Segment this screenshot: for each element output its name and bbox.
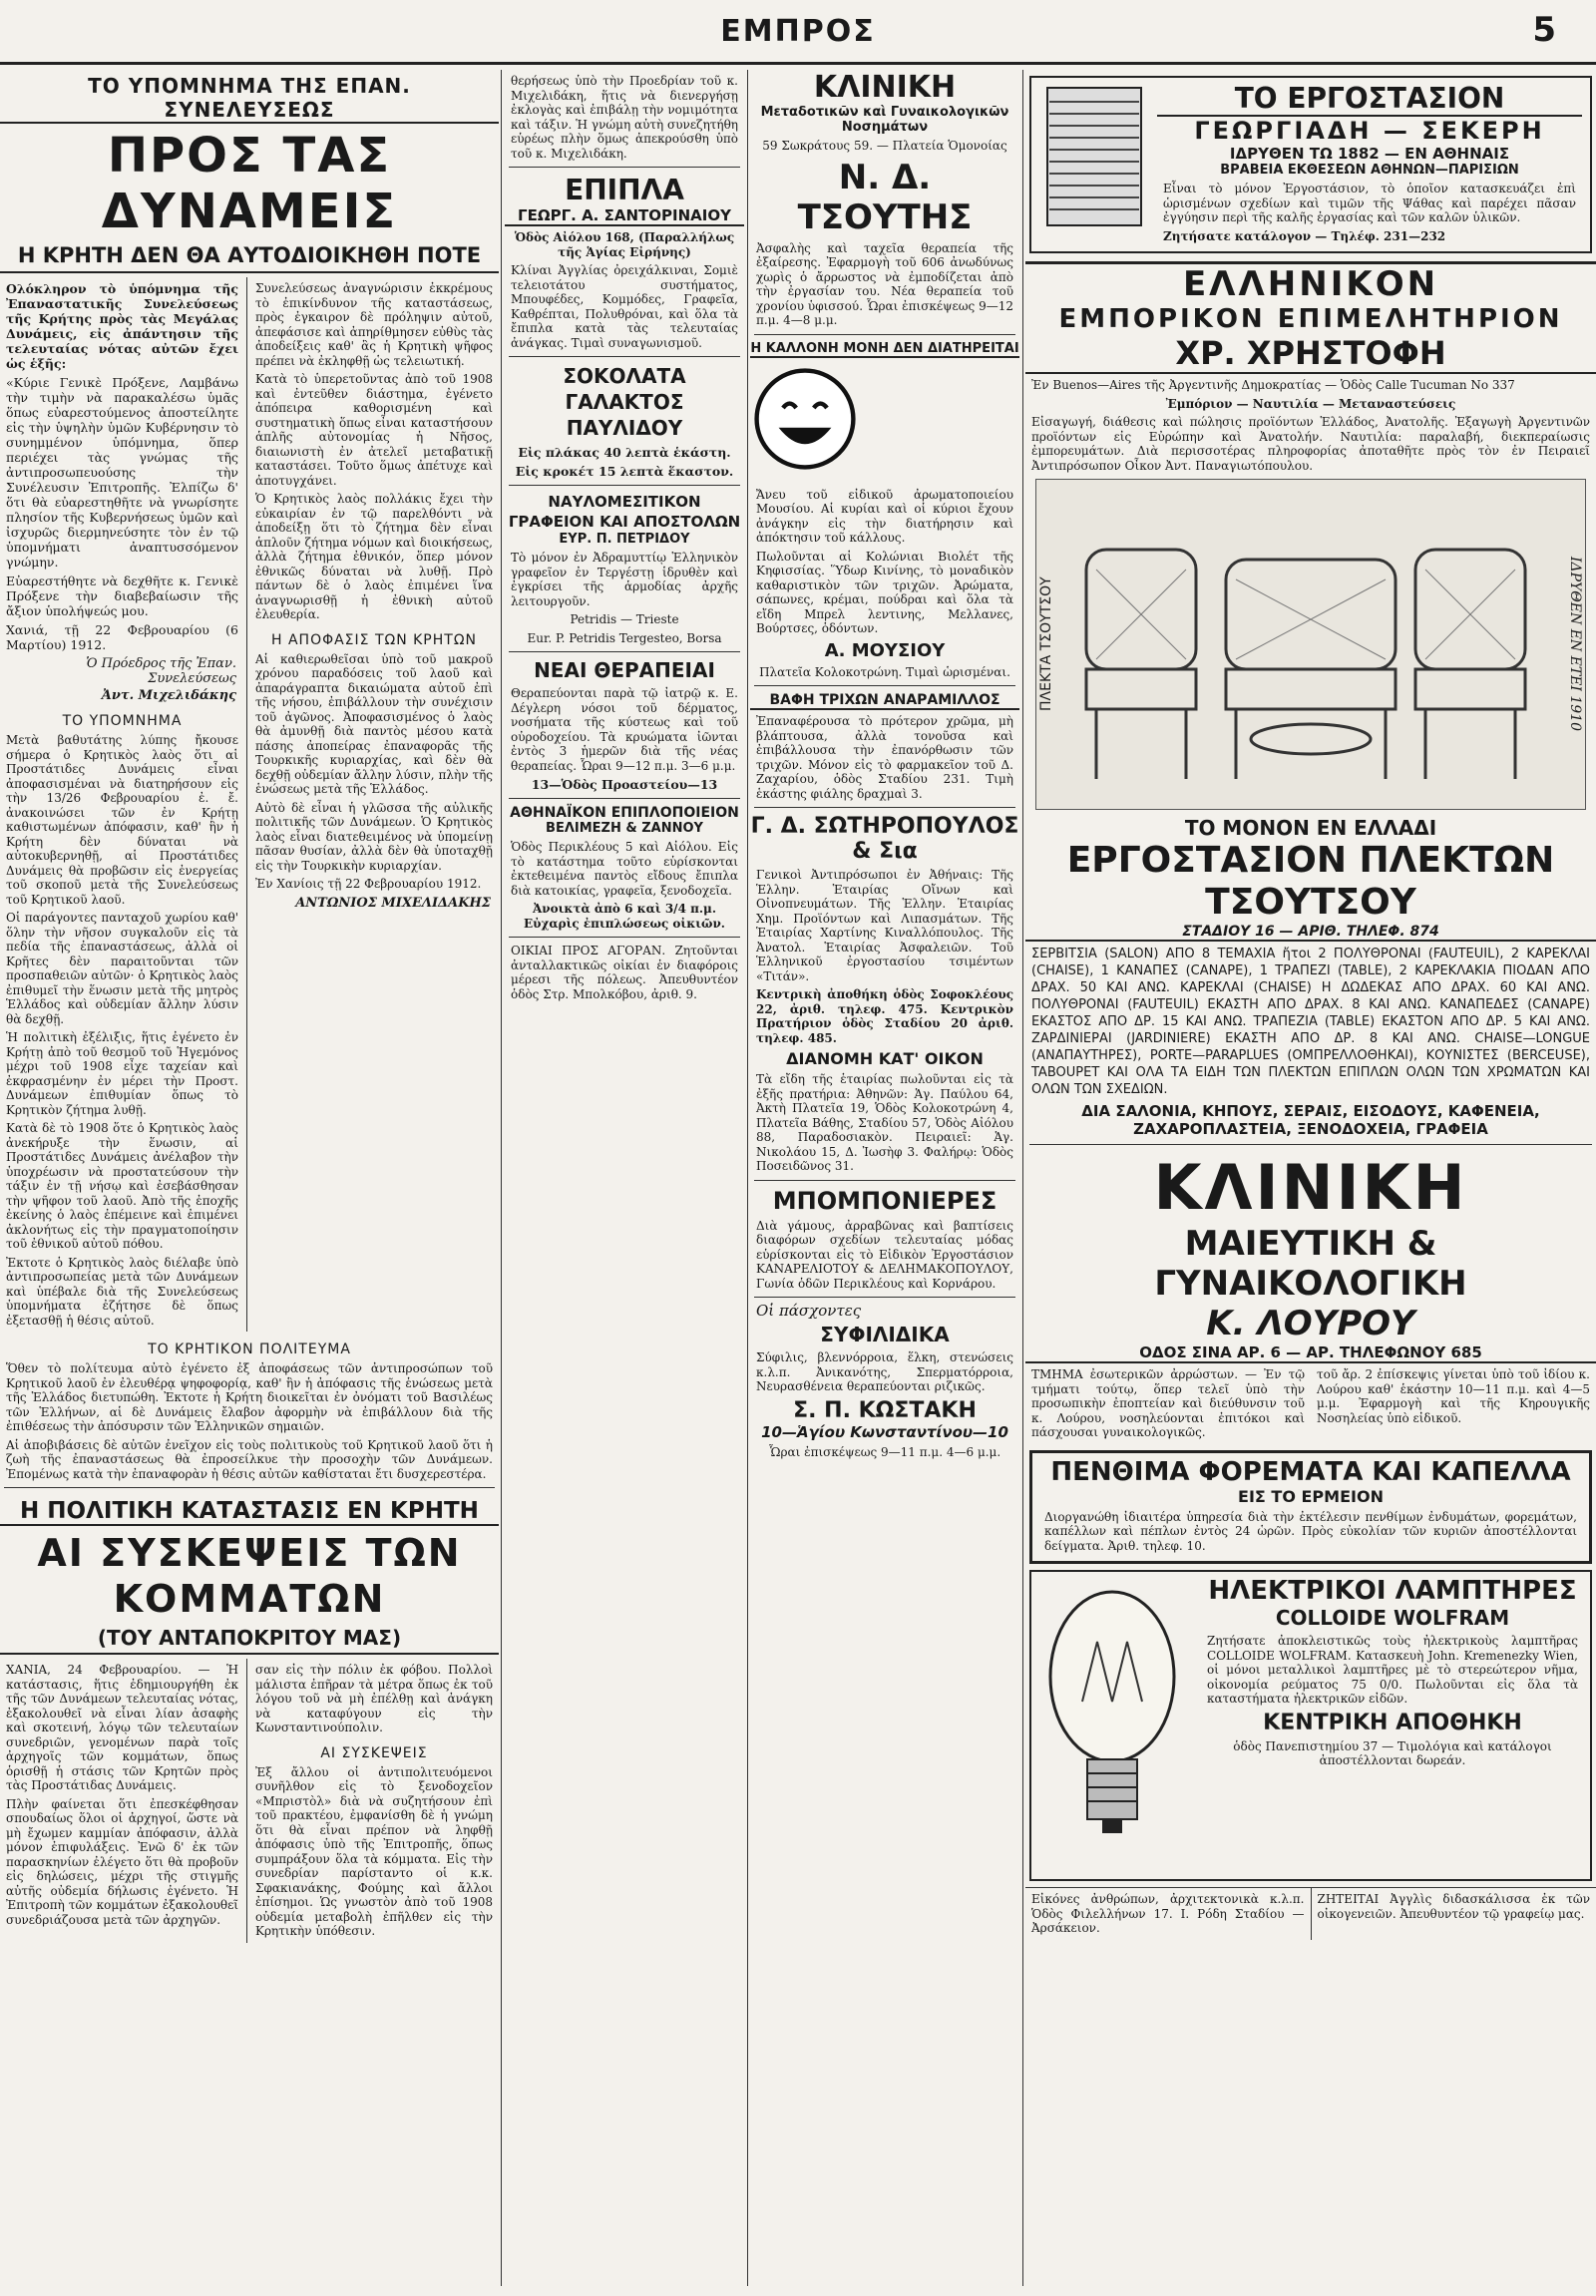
ad-chamber-address: Ἐν Buenos—Aires τῆς Ἀργεντινῆς Δημοκρατίας — Ὁδὸς Calle Tucuman No 337 (1031, 378, 1515, 392)
section-heading: ΤΟ ΚΡΗΤΙΚΟΝ ΠΟΛΙΤΕΥΜΑ (148, 1341, 351, 1357)
article-paragraph: Ὅθεν τὸ πολίτευμα αὐτὸ ἐγένετο ἐξ ἀποφάσεως τῶν ἀντιπροσώπων τοῦ Κρητικοῦ λαοῦ ἐν ἐλευθέρᾳ ψηφοφορίᾳ, καθ' ἣν ἡ ἀπόφασις τῆς ἑνώσεως μετὰ τῆς Ἑλλάδος διετυπώθη. Ἐκτοτε ἡ Κρήτη διοικεῖται ἐν ὀνόματι τοῦ Βασιλέως τῶν Ἑλλήνων, αἱ δὲ Δυνάμεις ἔλαβον ἀφορμὴν νὰ ἐπιβάλλουν διὰ τῆς ἐπιθέσεως τὴν ἀπόσυρσιν τῶν Ἑλληνικῶν σημαιῶν. (6, 1361, 493, 1433)
divider (754, 807, 1015, 808)
ad-chocolate-price: Εἰς πλάκας 40 λεπτὰ ἑκάστη. (518, 445, 731, 460)
ad-maternity-title: ΚΛΙΝΙΚΗ (1153, 1151, 1468, 1224)
signature-name: Ἀντ. Μιχελιδάκης (101, 688, 236, 703)
divider (754, 1180, 1015, 1181)
divider (754, 685, 1015, 686)
ad-therapies-text: Θεραπεύονται παρὰ τῷ ἰατρῷ κ. Ε. Δέγλερη νόσοι τοῦ δέρματος, νοσήματα τῆς κύστεως καὶ τοῦ οὐροδοχείου. Τὰ κρυώματα ἰῶνται ἐντὸς 3 ἡμερῶν διὰ τῆς νέας θεραπείας. Ὧραι 9—12 π.μ. 3—6 μ.μ. (511, 686, 738, 773)
ad-epipla-name: ΓΕΩΡΓ. Α. ΣΑΝΤΟΡΙΝΑΙΟΥ (505, 206, 744, 226)
ad-wicker-title: ΕΡΓΟΣΤΑΣΙΟΝ ΠΛΕΚΤΩΝ ΤΣΟΥΤΣΟΥ (1066, 840, 1555, 923)
ad-beauty-text: Πωλοῦνται αἱ Κολώνιαι Βιολέτ τῆς Κηφισσίας. Ὕδωρ Κινίνης, τὸ μοναδικὸν καθαριστικὸν τῶν τριχῶν. Ἀρώματα, σάπωνες, κρέμαι, πούδραι καὶ ὅλα τὰ εἴδη Μπρελ λεντινης, Μελλανες, Βούρτσες, ὁδόντων. (756, 549, 1013, 635)
column-1 (0, 70, 499, 2286)
ad-wicker-address: ΣΤΑΔΙΟΥ 16 — ΑΡΙΘ. ΤΗΛΕΦ. 874 (1025, 924, 1596, 942)
ad-lamp-store: ΚΕΝΤΡΙΚΗ ΑΠΟΘΗΚΗ (1263, 1710, 1522, 1735)
ad-epipla-text: Κλίναι Ἀγγλίας ὀρειχάλκιναι, Σομιὲ τελειοτάτου συστήματος, Μπουφέδες, Κομμόδες, Γραφεῖα, Καθρέπται, Πολυθρόναι, καὶ ὅλα τὰ ἔπιπλα κατὰ τὰς τελευταίας ἀνάγκας. Τιμαὶ συναγωνισμοῦ. (511, 263, 738, 350)
ad-bonbonniere-text: Διὰ γάμους, ἀρραβῶνας καὶ βαπτίσεις διαφόρων σχεδίων τελευταίας μόδας εὑρίσκονται εἰς τὸ Εἰδικὸν Ἐργοστάσιον ΚΑΝΑΡΕΛΙΟΤΟΥ & ΔΕΛΗΜΑΚΟΠΟΥΛΟΥ, Γωνία ὁδῶν Περικλέους καὶ Κορνάρου. (756, 1218, 1013, 1291)
ad-factory-text: Εἶναι τὸ μόνον Ἐργοστάσιον, τὸ ὁποῖον κατασκευάζει ἐπὶ ὡρισμένων σχεδίων καὶ τιμῶν τῆς Ψάθας καὶ παρέχει πᾶσαν ἐγγύησιν περὶ τῆς καλῆς ἐργασίας καὶ τῶν καλῶν ὑλικῶν. (1163, 182, 1576, 224)
ad-mourning-text: Διοργανώθη ἰδιαιτέρα ὑπηρεσία διὰ τὴν ἐκτέλεσιν πενθίμων ἐνδυμάτων, φορεμάτων, καπέλλων καὶ πέπλων ἐντὸς 24 ὡρῶν. Πρὸς εὐκολίαν τῶν κυριῶν ἀποστέλλονται δείγματα. Ἀριθ. τηλεφ. 10. (1044, 1509, 1577, 1553)
article-paragraph: Ἐξ ἄλλου οἱ ἀντιπολιτευόμενοι συνῆλθον εἰς τὸ ξενοδοχεῖον «Μπριστὸλ» διὰ νὰ συζητήσουν ἐπὶ τοῦ πρακτέου, ἐμφανίσθη δὲ ἡ γνώμη ὅτι θὰ εἶναι πρέπον νὰ ληφθῇ ἀπόφασις ὑπὸ τῆς Ἐπιτροπῆς, ὅπως συμπράξουν ὅλα τὰ κόμματα. Εἰς τὴν συνεδρίαν παρίσταντο οἱ κ.κ. Σφακιανάκης, Φούμης καὶ ἄλλοι ἐπίσημοι. Ὡς γνωστὸν ἀπὸ τοῦ 1908 οὐδεμία μεταβολὴ ἐπῆλθεν εἰς τὴν Κρητικὴν ὑπόθεσιν. (255, 1764, 493, 1938)
ad-factory-box (1029, 76, 1592, 253)
ad-lamp-title: ΗΛΕΚΤΡΙΚΟΙ ΛΑΜΠΤΗΡΕΣ (1208, 1576, 1577, 1606)
article-paragraph: σαν εἰς τὴν πόλιν ἐκ φόβου. Πολλοὶ μάλιστα ἐπῆραν τὰ μέτρα ὅπως ἐκ τοῦ λόγου τοῦ νὰ μὴ ἐπέλθῃ καὶ ἀνάγκη νὰ καταφύγουν εἰς τὴν Κωνσταντινούπολιν. (255, 1663, 493, 1734)
classified-ad: ΖΗΤΕΙΤΑΙ Ἀγγλὶς διδασκάλισσα ἐκ τῶν οἰκογενειῶν. Ἀπευθυντέον τῷ γραφείῳ μας. (1317, 1892, 1590, 1921)
ad-epipla-title: ΕΠΙΠΛΑ (565, 174, 684, 206)
ad-furniture-text: Ὁδὸς Περικλέους 5 καὶ Αἰόλου. Εἰς τὸ κατάστημα τοῦτο εὑρίσκονται ἐκτεθειμένα παντὸς εἴδους ἔπιπλα διὰ κατοικίας, γραφεῖα, ξενοδοχεῖα. (511, 840, 738, 898)
ad-doctor-name: Σ. Π. ΚΩΣΤΑΚΗ (793, 1397, 977, 1423)
ad-clinic-subtitle: Μεταδοτικῶν καὶ Γυναικολογικῶν Νοσημάτων (760, 105, 1009, 135)
ad-chamber-kinds: Ἐμπόριον — Ναυτιλία — Μεταναστεύσεις (1165, 396, 1456, 411)
ad-lamp-text: Ζητήσατε ἀποκλειστικῶς τοὺς ἠλεκτρικοὺς λαμπτῆρας COLLOIDE WOLFRAM. Κατασκευὴ John. Kremenezky Wien, οἱ μόνοι μεταλλικοὶ λαμπτῆρες μὲ τὸ στερεώτερον νῆμα, οἰκονομία ρεύματος 75 0/0. Πωλοῦνται εἰς ὅλα τὰ καταστήματα ἠλεκτρικῶν εἰδῶν. (1207, 1634, 1578, 1706)
divider (509, 167, 740, 168)
light-bulb-icon (1037, 1582, 1187, 1861)
ad-wicker-only: ΤΟ ΜΟΝΟΝ ΕΝ ΕΛΛΑΔΙ (1184, 816, 1437, 840)
signature-role: Ὁ Πρόεδρος τῆς Ἐπαν. Συνελεύσεως (86, 656, 236, 686)
ad-company-address: Κεντρικὴ ἀποθήκη ὁδὸς Σοφοκλέους 22, ἀριθ. τηλεφ. 475. Κεντρικὸν Πρατήριον ὁδὸς Σταδίου 20 ἀριθ. τηλεφ. 485. (756, 987, 1013, 1045)
ad-mourning-title: ΠΕΝΘΙΜΑ ΦΟΡΕΜΑΤΑ ΚΑΙ ΚΑΠΕΛΛΑ (1050, 1456, 1571, 1487)
ad-doctor-title: ΣΥΦΙΛΙΔΙΚΑ (820, 1323, 950, 1346)
ad-delivery-title: ΔΙΑΝΟΜΗ ΚΑΤ' ΟΙΚΟΝ (786, 1049, 984, 1068)
ad-company-text: Γενικοὶ Ἀντιπρόσωποι ἐν Ἀθήναις: Τῆς Ἑλλην. Ἑταιρίας Οἴνων καὶ Οἰνοπνευμάτων. Τῆς Ἑλλην. Ἑταιρίας Χημ. Προϊόντων καὶ Λιπασμάτων. Τῆς Ἑταιρίας Χαρτίνης Κιναλλόπουλος. Τῆς Ἀνατολ. Ἑταιρίας Ἀσφαλειῶν. Τοῦ Ἑλληνικοῦ ἐργοστασίου τσιμέντων «Τιτάν». (756, 868, 1013, 983)
ad-beauty-address: Πλατεῖα Κολοκοτρώνη. Τιμαὶ ὡρισμέναι. (759, 664, 1010, 679)
classified-ad: Εἰκόνες ἀνθρώπων, ἀρχιτεκτονικὰ κ.λ.π. Ὁδὸς Φιλελλήνων 17. Ι. Ρόδη Σταδίου — Ἀρσάκειον. (1031, 1892, 1305, 1935)
article-headline: ΑΙ ΣΥΣΚΕΨΕΙΣ ΤΩΝ ΚΟΜΜΑΤΩΝ (37, 1531, 462, 1621)
ad-maternity-subtitle: ΜΑΙΕΥΤΙΚΗ & ΓΥΝΑΙΚΟΛΟΓΙΚΗ (1154, 1224, 1467, 1304)
ad-doctor-lead: Οἱ πάσχοντες (756, 1302, 862, 1320)
ad-epipla-address: Ὁδὸς Αἰόλου 168, (Παραλλήλως τῆς Ἁγίας Εἰρήνης) (514, 230, 735, 259)
dateline: Χανιά, τῇ 22 Φεβρουαρίου (6 Μαρτίου) 1912. (6, 622, 238, 652)
divider (4, 1487, 495, 1488)
section-heading: ΑΙ ΣΥΣΚΕΨΕΙΣ (320, 1744, 428, 1761)
ad-lamp-box (1029, 1570, 1592, 1881)
divider (509, 798, 740, 799)
article-paragraph: Εὐαρεστήθητε νὰ δεχθῆτε κ. Γενικὲ Πρόξενε τὴν διαβεβαίωσιν τῆς ἄξιον ὑπολήψεώς μου. (6, 574, 238, 618)
ad-doctor-address: 10—Ἁγίου Κωνσταντίνου—10 (761, 1422, 1008, 1441)
ad-lamp-address: ὁδὸς Πανεπιστημίου 37 — Τιμολόγια καὶ κατάλογοι ἀποστέλλονται δωρεάν. (1233, 1738, 1552, 1767)
divider (754, 1297, 1015, 1298)
classifieds-footer (1025, 1887, 1596, 1940)
ad-wicker-side-label: ΠΛΕΚΤΑ ΤΣΟΥΤΣΟΥ (1038, 576, 1054, 712)
ad-doctor-text: Σύφιλις, βλεννόρροια, ἕλκη, στενώσεις κ.λ.π. Ἀνικανότης, Σπερματόρροια, Νευρασθένεια θεραπεύονται ριζικῶς. (756, 1350, 1013, 1393)
ad-lamp-subtitle: COLLOIDE WOLFRAM (1275, 1606, 1510, 1630)
signature-name: ΑΝΤΩΝΙΟΣ ΜΙΧΕΛΙΔΑΚΗΣ (295, 895, 491, 911)
article-subhead: Η ΚΡΗΤΗ ΔΕΝ ΘΑ ΑΥΤΟΔΙΟΙΚΗΘΗ ΠΟΤΕ (0, 243, 499, 273)
section-heading: ΤΟ ΥΠΟΜΝΗΜΑ (62, 713, 183, 729)
dateline: Ἐν Χανίοις τῇ 22 Φεβρουαρίου 1912. (255, 877, 482, 891)
article-paragraph: Αὐτὸ δὲ εἶναι ἡ γλῶσσα τῆς αὐλικῆς πολιτικῆς τῶν Δυνάμεων. Ὁ Κρητικὸς λαὸς εἶναι διατεθειμένος νὰ ὑπομείνῃ πᾶσαν θυσίαν, ἀλλὰ δὲν θὰ ὑποταχθῇ εἰς τὴν Τουρκικὴν κυριαρχίαν. (255, 800, 493, 873)
ad-delivery-text: Τὰ εἴδη τῆς ἑταιρίας πωλοῦνται εἰς τὰ ἐξῆς πρατήρια: Ἀθηνῶν: Ἁγ. Παύλου 64, Ἀκτὴ Πλατεῖα 19, Ὁδὸς Κολοκοτρώνη 4, Πλατεῖα Βάθης, Σταδίου 57, Ὁδὸς Αἰόλου 88, Παραδοσιακὸν. Πειραιεῖ: Ἁγ. Νικολάου 15, Δ. Ἰωσὴφ 3. Φαλήρῳ: Ὁδὸς Ποσειδῶνος 31. (756, 1072, 1013, 1173)
ad-beauty-name: Α. ΜΟΥΣΙΟΥ (824, 639, 946, 661)
ad-furniture-title: ΑΘΗΝΑΪΚΟΝ ΕΠΙΠΛΟΠΟΙΕΙΟΝ (510, 805, 739, 821)
ad-chocolate-title: ΣΟΚΟΛΑΤΑ ΓΑΛΑΚΤΟΣ ΠΑΥΛΙΔΟΥ (563, 364, 686, 440)
column-rule (747, 70, 748, 2286)
ad-company-title: Γ. Δ. ΣΩΤΗΡΟΠΟΥΛΟΣ & Σια (750, 814, 1019, 864)
ad-maternity-text: ΤΜΗΜΑ ἐσωτερικῶν ἀρρώστων. — Ἐν τῷ τμήματι τούτῳ, ὅπερ τελεῖ ὑπὸ τὴν προσωπικὴν ἐποπτείαν καὶ διεύθυνσιν τοῦ κ. Λούρου, νοσηλεύονται ἐπιτόκοι καὶ πάσχουσαι γυναικολογικῶς. (1031, 1367, 1305, 1439)
section-heading: Η ΑΠΟΦΑΣΙΣ ΤΩΝ ΚΡΗΤΩΝ (270, 631, 477, 648)
ad-factory-awards: ΒΡΑΒΕΙΑ ΕΚΘΕΣΕΩΝ ΑΘΗΝΩΝ—ΠΑΡΙΣΙΩΝ (1220, 163, 1519, 178)
article-paragraph: θερήσεως ὑπὸ τὴν Προεδρίαν τοῦ κ. Μιχελιδάκη, ἥτις νὰ διενεργήσῃ ἐκλογὰς καὶ ἐπιβάλῃ τὴν νομιμότητα καὶ τάξιν. Ἡ γνώμη αὐτὴ συνεζητήθη εὑρέως πλὴν ὅμως ἀπεκρούσθη ὑπὸ τοῦ κ. Μιχελιδάκη. (511, 74, 738, 161)
article-paragraph: Ολόκληρον τὸ ὑπόμνημα τῆς Ἐπαναστατικῆς Συνελεύσεως τῆς Κρήτης πρὸς τὰς Μεγάλας Δυνάμεις, εἰς ἀπάντησιν τῆς τελευταίας νότας αὐτῶν ἔχει ὡς ἑξῆς: (6, 281, 238, 371)
ad-furniture-hours: Ἀνοικτὰ ἀπὸ 6 καὶ 3/4 π.μ. Εὐχαρὶς ἐπιπλώσεως οἰκιῶν. (524, 902, 725, 931)
ad-chocolate-price: Εἰς κροκέτ 15 λεπτὰ ἕκαστον. (515, 464, 734, 479)
article-paragraph: Αἱ καθιερωθεῖσαι ὑπὸ τοῦ μακροῦ χρόνου παραδόσεις τοῦ λαοῦ καὶ ἀπαράγραπτα δικαιώματα αὐτοῦ ἐπὶ τῆς νήσου, ἐπιβάλλουν τὴν συνέχισιν τοῦ ἀγῶνος. Ἀποφασισμένος ὁ λαὸς θὰ ἀμυνθῇ διὰ παντὸς μέσου κατὰ πάσης ἀποπείρας ἐπαναφορᾶς τῆς Τουρκικῆς κυριαρχίας, καὶ δὲν θὰ δεχθῇ οὐδεμίαν ἄλλην λύσιν, πλὴν τῆς ἑνώσεως μετὰ τῆς Ἑλλάδος. (255, 651, 493, 796)
ad-mourning-subtitle: ΕΙΣ ΤΟ ΕΡΜΕΙΟΝ (1238, 1486, 1384, 1506)
article-paragraph: Ἐκτοτε ὁ Κρητικὸς λαὸς διέλαβε ὑπὸ ἀντιπροσωπείας μετὰ τῶν Δυνάμεων καὶ ὑπέβαλε διὰ τῆς Συνελεύσεως ὑπομνήματα ἐζήτησε δὲ ὅπως ἐξετασθῇ ἡ θέσις αὐτοῦ. (6, 1255, 238, 1328)
page-number: 5 (1532, 10, 1556, 50)
ad-maternity-address: ΟΔΟΣ ΣΙΝΑ ΑΡ. 6 — ΑΡ. ΤΗΛΕΦΩΝΟΥ 685 (1025, 1343, 1596, 1363)
divider (509, 937, 740, 938)
article-paragraph: Κατὰ τὸ ὑπερετοῦντας ἀπὸ τοῦ 1908 καὶ ἐντεῦθεν διάστημα, ἐγένετο ἀπόπειρα καθορισμένη καὶ συστηματικὴ ὅπως εἶναι καταστήσουν ἁπλῆς αὐτονομίας ἡ Νῆσος, διαιωνιστὴ ἐν ἀτελεῖ μεταβατικῇ καταστάσει. Τοῦτο ὅμως ἀπέτυχε καὶ ἀποτυγχάνει. (255, 372, 493, 488)
ad-factory-founded: ΙΔΡΥΘΕΝ ΤΩ 1882 — ΕΝ ΑΘΗΝΑΙΣ (1229, 145, 1510, 163)
column-rule (1022, 70, 1023, 2286)
ad-clinic-doctor: Ν. Δ. ΤΣΟΥΤΗΣ (797, 157, 973, 237)
ad-shipping-address: Eur. P. Petridis Tergesteo, Borsa (527, 630, 722, 645)
laughing-face-icon (750, 364, 860, 474)
ad-shipping-title: ΝΑΥΛΟΜΕΣΙΤΙΚΟΝ ΓΡΑΦΕΙΟΝ ΚΑΙ ΑΠΟΣΤΟΛΩΝ (508, 493, 741, 531)
ad-chamber-subtitle: ΕΜΠΟΡΙΚΟΝ ΕΠΙΜΕΛΗΤΗΡΙΟΝ (1058, 304, 1563, 334)
column-4 (1025, 70, 1596, 2286)
article-paragraph: Συνελεύσεως ἀναγνώρισιν ἐκκρέμους τὸ ἐπικίνδυνον τῆς καταστάσεως, πρὸς ἐγκαιρον δὲ πρόληψιν αὐτοῦ, ἀπεφάσισε καὶ ἀπηρίθμησεν εὐθὺς τὰς ἀποδείξεις καθ' ἃς ἡ Κρητικὴ ψῆφος πρέπει νὰ ἐκληφθῇ ὡς τελειωτική. (255, 281, 493, 368)
article-paragraph: Πλὴν φαίνεται ὅτι ἐπεσκέφθησαν σπουδαίως ὅλοι οἱ ἀρχηγοί, ὥστε νὰ μὴ ἔχωμεν καμμίαν ἀπόφασιν, ἀλλὰ μόνον ἐπιφυλάξεις. Ἐνῶ δ' ἐκ τῶν παρασκηνίων ἐλέγετο ὅτι θὰ προβοῦν εἰς δηλώσεις, μέχρι τῆς στιγμῆς αὐτῆς οὐδεμία δήλωσις ἐγένετο. Ἡ Ἐπιτροπὴ τῶν κομμάτων ἐξακολουθεῖ συνεδριάζουσα μετὰ τῶν ἀρχηγῶν. (6, 1796, 238, 1927)
article-headline: ΠΡΟΣ ΤΑΣ ΔΥΝΑΜΕΙΣ (101, 128, 398, 239)
ad-chamber-title: ΕΛΛΗΝΙΚΟΝ (1025, 261, 1596, 304)
ad-wicker-text: ΣΕΡΒΙΤΣΙΑ (SALON) ΑΠΟ 8 ΤΕΜΑΧΙΑ ἤτοι 2 ΠΟΛΥΘΡΟΝΑΙ (FAUTEUIL), 2 ΚΑΡΕΚΛΑΙ (CHAISE), 1 ΚΑΝΑΠΕΣ (CANAPE), 1 ΤΡΑΠΕΖΙ (TABLE), 2 ΚΑΡΕΚΛΑΚΙΑ ΠΙΟΔΑΝ ΑΠΟ ΔΡΑΧ. 50 ΚΑΙ ΑΝΩ. ΚΑΡΕΚΛΑΙ (CHAISE) Η ΔΩΔΕΚΑΣ ΑΠΟ ΔΡΑΧ. 60 ΚΑΙ ΑΝΩ. ΠΟΛΥΘΡΟΝΑΙ (FAUTEUIL) ΕΚΑΣΤΗ ΑΠΟ ΔΡΑΧ. 8 ΚΑΙ ΑΝΩ. ΚΑΝΑΠΕΔΕΣ (CANAPE) ΕΚΑΣΤΟΣ ΑΠΟ ΔΡ. 15 ΚΑΙ ΑΝΩ. ΤΡΑΠΕΖΙΑ (TABLE) ΕΚΑΣΤΟΝ ΑΠΟ ΔΡ. 5 ΚΑΙ ΑΝΩ. ΖΑΡΔΙΝΙΕΡΑΙ (JARDINIERE) ΕΚΑΣΤΗ ΑΠΟ ΔΡ. 8 ΚΑΙ ΑΝΩ. CHAISE—LONGUE (ΑΝΑΠΑΥΤΗΡΕΣ), PORTE—PARAPLUES (ΟΜΠΡΕΛΛΟΘΗΚΑΙ), ΚΟΥΝΙΣΤΕΣ (BERCEUSE), TABOUPET ΚΑΙ ΟΛΑ ΤΑ ΕΙΔΗ ΤΩΝ ΠΛΕΚΤΩΝ ΕΠΙΠΛΩΝ ΟΛΩΝ ΤΩΝ ΧΡΩΜΑΤΩΝ ΚΑΙ ΟΛΩΝ ΤΩΝ ΣΧΕΔΙΩΝ. (1031, 947, 1590, 1097)
armchair-icon (1066, 490, 1545, 799)
divider (509, 485, 740, 486)
ad-maternity-doctor: Κ. ΛΟΥΡΟΥ (1206, 1304, 1415, 1343)
article-paragraph: Οἱ παράγοντες πανταχοῦ χωρίου καθ' ὅλην τὴν νῆσον συγκαλοῦν εἰς τὰ πεδία τῆς ἐπαναστάσεως, ἀλλὰ οἱ Κρῆτες δὲν παραιτοῦνται τῶν προσπαθειῶν αὐτῶν· ὁ Κρητικὸς λαὸς ἐπιθυμεῖ τὴν ἕνωσιν μετὰ τῆς μητρὸς Ἑλλάδος καὶ οὐδεμίαν ἄλλην λύσιν θὰ δεχθῇ. (6, 911, 238, 1026)
article-paragraph: «Κύριε Γενικὲ Πρόξενε, Λαμβάνω τὴν τιμὴν νὰ παρακαλέσω ὑμᾶς ὅπως εὐαρεστούμενος ἀποστείλητε εἰς τὴν ὑψηλὴν ὑμῶν Κυβέρνησιν τὸ συνημμένον ὑπόμνημα, ὅπερ περιέχει τὰς γνώμας τῆς ἀντιπροσωπευούσης τὴν Συνέλευσιν Ἐπιτροπῆς. Ἐλπίζω δ' ὅτι θὰ εὐαρεστηθῆτε νὰ γνωρίσητε πλησίον τῆς Κυβερνήσεως ὑμῶν καὶ ἰσχυρῶς διερμηνεύσητε τὸν ἐν τῷ ὑπομνήματι ἀναπτυσσόμενον γνώμην. (6, 375, 238, 570)
ad-bonbonniere-title: ΜΠΟΜΠΟΝΙΕΡΕΣ (772, 1186, 998, 1215)
ad-therapies-address: 13—Ὁδὸς Προαστείου—13 (531, 777, 718, 792)
article-paragraph: Μετὰ βαθυτάτης λύπης ἤκουσε σήμερα ὁ Κρητικὸς λαὸς ὅτι αἱ Προστάτιδες Δυνάμεις εἶναι ἀποφασισμέναι νὰ διατηρήσουν εἰς τὴν 13/26 Φεβρουαρίου ἐ. ἔ. ἀνακοινώσει τῶν ἐν Κρήτῃ καθιστωμένων ἀπόφασιν, καθ' ἣν ἡ Κρήτη δὲν δύναται νὰ αὐτοκυβερνηθῇ, αἱ Προστάτιδες Δυνάμεις θὰ προβῶσιν εἰς ἐνεργείας τοῦ σκοποῦ μετὰ τῆς Συνελεύσεως τοῦ Κρητικοῦ λαοῦ. (6, 733, 238, 907)
ad-factory-title: ΤΟ ΕΡΓΟΣΤΑΣΙΟΝ (1157, 82, 1582, 117)
wicker-furniture-illustration (1035, 479, 1586, 810)
divider (1029, 1144, 1592, 1145)
column-3 (750, 70, 1019, 2286)
article-paragraph: Ἡ πολιτικὴ ἐξέλιξις, ἥτις ἐγένετο ἐν Κρήτῃ ἀπὸ τοῦ θεσμοῦ τοῦ Ἡγεμόνος μέχρι τοῦ 1908 εἶχε ταχείαν καὶ ἐκφρασμένην ἐν μέρει τὴν Προστ. Δυνάμεων ἐπιθυμίαν ὅπως τὸ Κρητικὸν ζήτημα λυθῇ. (6, 1030, 238, 1117)
ad-chamber-name: ΧΡ. ΧΡΗΣΤΟΦΗ (1025, 334, 1596, 374)
article-paragraph: Ὁ Κρητικὸς λαὸς πολλάκις ἔχει τὴν εὐκαιρίαν ἐν τῷ παρελθόντι νὰ ἀποδείξῃ ὅτι τὸ ζήτημα δὲν εἶναι ἁπλοῦν ζήτημα νόμων καὶ διοικήσεως, ἀλλὰ ζήτημα ἐθνικόν, ὅπερ μόνον ἐθνικῶς δύναται νὰ λυθῇ. Πρὸ πάντων δὲ ὁ λαὸς ἐπιμένει ἵνα ἀναγνωρισθῇ ἡ ἐθνικὴ αὐτοῦ ἐλευθερία. (255, 492, 493, 621)
article-kicker: Η ΠΟΛΙΤΙΚΗ ΚΑΤΑΣΤΑΣΙΣ ΕΝ ΚΡΗΤΗ (0, 1498, 499, 1526)
article-byline: (ΤΟΥ ΑΝΤΑΠΟΚΡΙΤΟΥ ΜΑΣ) (0, 1626, 499, 1655)
ad-hairdye-text: Ἐπαναφέρουσα τὸ πρότερον χρῶμα, μὴ βλάπτουσα, ἀλλὰ τονοῦσα καὶ ἐπιβάλλουσα τὴν ἐπανόρθωσιν τῶν τριχῶν. Μόνον εἰς τὸ φαρμακεῖον τοῦ Δ. Ζαχαρίου, ὁδὸς Σταδίου 231. Τιμὴ ἑκάστης φιάλης δραχμαὶ 3. (756, 714, 1013, 801)
ad-mourning-box (1029, 1450, 1592, 1565)
ad-factory-name: ΓΕΩΡΓΙΑΔΗ — ΣΕΚΕΡΗ (1194, 117, 1545, 145)
ad-doctor-hours: Ὧραι ἐπισκέψεως 9—11 π.μ. 4—6 μ.μ. (768, 1444, 1001, 1459)
ad-shipping-text: Τὸ μόνον ἐν Ἀδραμυττίῳ Ἑλληνικὸν γραφεῖον ἐν Τεργέστῃ ἱδρυθὲν καὶ ἐγκρίσει τῆς ἁρμοδίας ἀρχῆς λειτουργοῦν. (511, 551, 738, 608)
ad-clinic-text: Ἀσφαλὴς καὶ ταχεῖα θεραπεία τῆς ἐξαίρεσης. Ἐφαρμογὴ τοῦ 606 ἀνωδύνως χωρὶς ὁ ἄρρωστος νὰ ἐμποδίζεται ἀπὸ τὴν ἐργασίαν του. Νέα θεραπεία τοῦ χρονίου ὑφισσού. Ὧραι ἐπισκέψεως 9—12 π.μ. 4—8 μ.μ. (756, 240, 1013, 327)
column-rule (501, 70, 502, 2286)
ad-shipping-name: ΕΥΡ. Π. ΠΕΤΡΙΔΟΥ (559, 532, 690, 547)
divider (754, 334, 1015, 335)
ad-clinic-title: ΚΛΙΝΙΚΗ (813, 70, 957, 105)
divider (509, 651, 740, 652)
newspaper-title: ΕΜΠΡΟΣ (720, 14, 876, 49)
ad-beauty-banner: Η ΚΑΛΛΟΝΗ ΜΟΝΗ ΔΕΝ ΔΙΑΤΗΡΕΙΤΑΙ (750, 340, 1019, 356)
divider (509, 356, 740, 357)
ad-maternity-text: τοῦ ἄρ. 2 ἐπίσκεψις γίνεται ὑπὸ τοῦ ἰδίου κ. Λούρου καθ' ἑκάστην 10—11 π.μ. καὶ 4—5 μ.μ. Ἐφαρμογὴ καὶ τῆς Κηρουγικῆς Νοσηλείας ὑπὸ εἰδικοῦ. (1317, 1367, 1590, 1425)
ad-factory-phone: Ζητήσατε κατάλογον — Τηλέφ. 231—232 (1163, 228, 1446, 243)
ad-hairdye-title: ΒΑΦΗ ΤΡΙΧΩΝ ΑΝΑΡΑΜΙΛΛΟΣ (750, 692, 1019, 710)
blinds-illustration-icon (1039, 82, 1149, 231)
ad-wicker-side-label: ΙΔΡΥΘΕΝ ΕΝ ΕΤΕΙ 1910 (1567, 557, 1583, 732)
ad-chamber-text: Εἰσαγωγή, διάθεσις καὶ πώλησις προϊόντων Ἑλλάδος, Ἀνατολῆς. Ἐξαγωγὴ Ἀργεντινῶν προϊόντων εἰς Εὐρώπην καὶ Ἀνατολήν. Ναυτιλία: παραλαβή, διεκπεραίωσις ἐμπορευμάτων. Διὰ περισσοτέρας πληροφορίας ἀποταθῆτε πρὸς τὸν ἐν Πειραιεῖ Ἀντιπρόσωπον Οἶκον Ἀντ. Παναγιωτόπουλου. (1031, 415, 1590, 473)
ad-therapies-title: ΝΕΑΙ ΘΕΡΑΠΕΙΑΙ (534, 658, 715, 682)
ad-beauty-text: Ἄνευ τοῦ εἰδικοῦ ἀρωματοποιείου Μουσίου. Αἱ κυρίαι καὶ οἱ κύριοι ἔχουν ἀνάγκην εἰς τὴν διατήρησιν καὶ ἀπόκτησιν τοῦ κάλλους. (756, 487, 1013, 545)
article-kicker: ΤΟ ΥΠΟΜΝΗΜΑ ΤΗΣ ΕΠΑΝ. ΣΥΝΕΛΕΥΣΕΩΣ (0, 74, 499, 124)
article-paragraph: Κατὰ δὲ τὸ 1908 ὅτε ὁ Κρητικὸς λαὸς ἀνεκήρυξε τὴν ἕνωσιν, αἱ Προστάτιδες Δυνάμεις ἀνέλαβον τὴν ὑποχρέωσιν νὰ προστατεύσουν τὴν τάξιν ἐν τῇ νήσῳ καὶ ἐσεβάσθησαν τὴν ψῆφον τοῦ λαοῦ. Ἀπὸ τῆς ἐποχῆς ἐκείνης ὁ λαὸς ἐπέμεινε καὶ ἐπιμένει ἀκλονήτως εἰς τὴν πραγματοποίησιν τοῦ ἐθνικοῦ αὐτοῦ πόθου. (6, 1121, 238, 1251)
article-paragraph: ΧΑΝΙΑ, 24 Φεβρουαρίου. — Ἡ κατάστασις, ἥτις ἐδημιουργήθη ἐκ τῆς τῶν Δυνάμεων τελευταίας νότας, ἐξακολουθεῖ νὰ εἶναι λίαν ἀσαφὴς καὶ σκοτεινή, λόγῳ τῶν τελευταίων συνεδριῶν, γενομένων παρὰ τοῖς ἀρχηγοῖς τῶν κομμάτων, ὅπως ὁρισθῇ ἡ στάσις τῶν Κρητῶν πρὸς τὰς Προστάτιδας Δυνάμεις. (6, 1663, 238, 1792)
masthead (0, 0, 1596, 65)
ad-wicker-footer: ΔΙΑ ΣΑΛΟΝΙΑ, ΚΗΠΟΥΣ, ΣΕΡΑΙΣ, ΕΙΣΟΔΟΥΣ, ΚΑΦΕΝΕΙΑ, ΖΑΧΑΡΟΠΛΑΣΤΕΙΑ, ΞΕΝΟΔΟΧΕΙΑ, ΓΡΑΦΕΙΑ (1081, 1102, 1540, 1138)
ad-shipping-address: Petridis — Trieste (570, 612, 679, 626)
column-2 (505, 70, 744, 2286)
ad-clinic-address: 59 Σωκράτους 59. — Πλατεία Ὁμονοίας (762, 139, 1007, 153)
ad-furniture-name: ΒΕΛΙΜΕΖΗ & ΖΑΝΝΟΥ (546, 821, 703, 836)
article-paragraph: Αἱ ἀποβιβάσεις δὲ αὐτῶν ἐνεῖχον εἰς τοὺς πολιτικοὺς τοῦ Κρητικοῦ λαοῦ ὅτι ἡ ζωὴ τῆς ἐπαναστάσεως θὰ ἐπροσείλκυε τὴν προσοχὴν τῶν Δυνάμεων. Ἐπομένως κατὰ τὴν ἐπαναφορὰν ἡ θέσις αὐτῶν καθίσταται ἔτι δυσχερεστέρα. (6, 1437, 493, 1481)
classified-ad: ΟΙΚΙΑΙ ΠΡΟΣ ΑΓΟΡΑΝ. Ζητοῦνται ἀνταλλακτικῶς οἰκίαι ἐν διαφόροις μέρεσι τῆς πόλεως. Ἀπευθυντέον ὁδὸς Στρ. Μπολκόβου, ἀριθ. 9. (511, 944, 738, 1001)
